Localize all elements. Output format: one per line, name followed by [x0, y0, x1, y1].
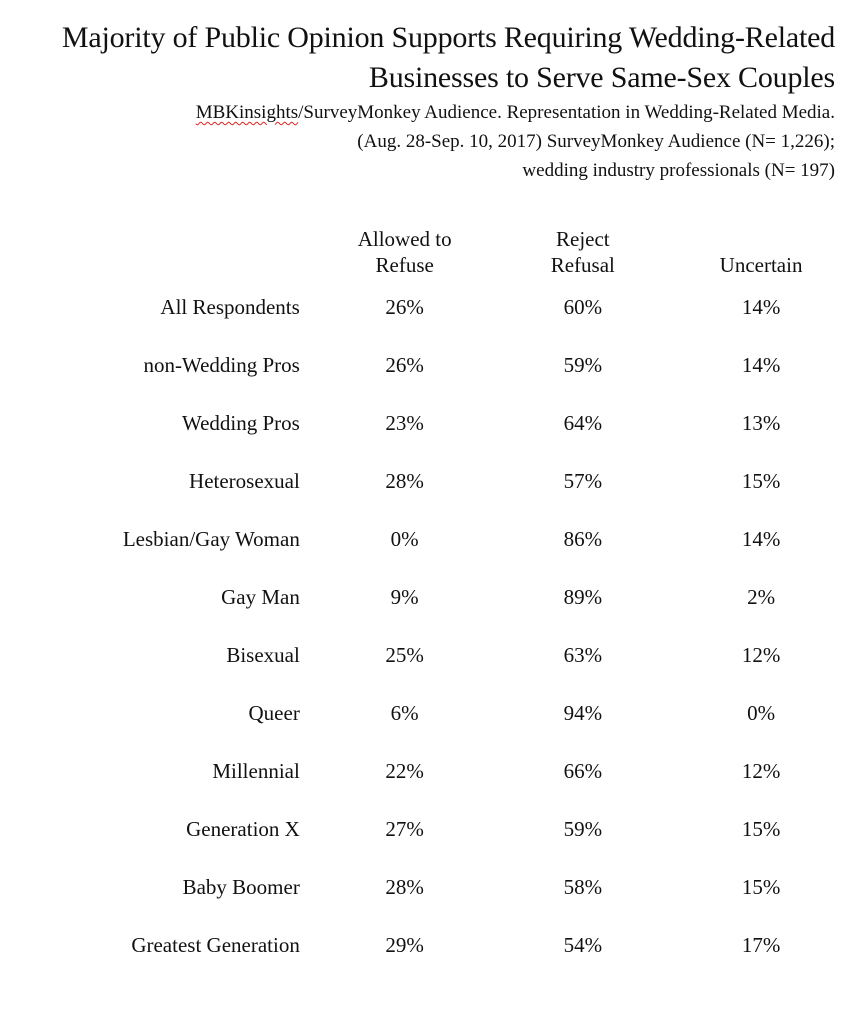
cell-uncertain: 15%	[741, 468, 781, 493]
cell-reject: 94%	[563, 700, 603, 725]
cell-uncertain: 12%	[741, 642, 781, 667]
title-line-1: Majority of Public Opinion Supports Requiring Wedding-Related	[61, 21, 835, 54]
source-line-1-rest: /SurveyMonkey Audience. Representation in Wedding-Related Media.	[298, 102, 835, 123]
cell-allowed: 9%	[390, 584, 419, 609]
table-row	[60, 916, 866, 974]
table-row	[60, 742, 866, 800]
row-group-label: Greatest Generation	[131, 932, 300, 957]
cell-reject: 58%	[563, 874, 603, 899]
cell-reject: 57%	[563, 468, 603, 493]
header-uncertain-label: Uncertain	[719, 253, 803, 277]
cell-uncertain: 13%	[741, 410, 781, 435]
cell-allowed: 28%	[385, 874, 424, 899]
table-row	[60, 394, 866, 452]
header-allowed-line-1: Allowed to	[357, 227, 452, 251]
cell-uncertain: 15%	[741, 874, 781, 899]
row-group-label: Gay Man	[221, 584, 300, 609]
cell-uncertain: 14%	[741, 294, 781, 319]
table-row	[60, 336, 866, 394]
header-reject-refusal	[510, 218, 657, 278]
cell-reject: 86%	[563, 526, 603, 551]
cell-allowed: 25%	[385, 642, 424, 667]
cell-reject: 89%	[563, 584, 603, 609]
cell-allowed: 23%	[385, 410, 424, 435]
cell-uncertain: 15%	[741, 816, 781, 841]
row-group-label: Queer	[248, 700, 300, 725]
cell-uncertain: 17%	[741, 932, 781, 957]
row-group-label: Bisexual	[226, 642, 300, 667]
cell-uncertain: 0%	[747, 700, 776, 725]
row-group-label: Baby Boomer	[182, 874, 300, 899]
spellcheck-flagged-word: MBKinsights	[195, 102, 299, 123]
title-line-2: Businesses to Serve Same-Sex Couples	[368, 61, 835, 94]
source-line-1	[20, 98, 835, 127]
cell-allowed: 29%	[385, 932, 424, 957]
cell-uncertain: 12%	[741, 758, 781, 783]
page-title	[20, 18, 835, 98]
cell-reject: 54%	[563, 932, 603, 957]
row-group-label: Wedding Pros	[181, 410, 300, 435]
cell-reject: 63%	[563, 642, 603, 667]
row-group-label: non-Wedding Pros	[143, 352, 300, 377]
cell-allowed: 26%	[385, 294, 424, 319]
cell-allowed: 28%	[385, 468, 424, 493]
header-uncertain	[656, 218, 866, 278]
survey-results-table	[60, 218, 866, 974]
table-row	[60, 858, 866, 916]
row-group-label: All Respondents	[160, 294, 300, 319]
table-row	[60, 684, 866, 742]
cell-reject: 64%	[563, 410, 603, 435]
header-reject-line-1: Reject	[556, 227, 610, 251]
source-note	[20, 98, 835, 185]
cell-uncertain: 14%	[741, 526, 781, 551]
row-group-label: Millennial	[212, 758, 300, 783]
cell-allowed: 0%	[390, 526, 419, 551]
source-line-2: (Aug. 28-Sep. 10, 2017) SurveyMonkey Audience (N= 1,226);	[357, 131, 835, 152]
cell-allowed: 27%	[385, 816, 424, 841]
row-group-label: Lesbian/Gay Woman	[122, 526, 300, 551]
table-row	[60, 510, 866, 568]
header-reject-line-2: Refusal	[550, 253, 615, 277]
table-row	[60, 800, 866, 858]
cell-allowed: 6%	[390, 700, 419, 725]
table-header-row	[60, 218, 866, 278]
cell-uncertain: 2%	[747, 584, 776, 609]
table-row	[60, 278, 866, 336]
cell-reject: 59%	[563, 352, 603, 377]
cell-allowed: 22%	[385, 758, 424, 783]
header-allowed-to-refuse	[300, 218, 510, 278]
header-group-empty	[60, 218, 300, 278]
cell-reject: 60%	[563, 294, 603, 319]
source-line-3: wedding industry professionals (N= 197)	[522, 160, 835, 181]
table-row	[60, 452, 866, 510]
header-allowed-line-2: Refuse	[375, 253, 434, 277]
cell-allowed: 26%	[385, 352, 424, 377]
table-row	[60, 626, 866, 684]
cell-reject: 66%	[563, 758, 603, 783]
row-group-label: Generation X	[186, 816, 300, 841]
cell-reject: 59%	[563, 816, 603, 841]
cell-uncertain: 14%	[741, 352, 781, 377]
row-group-label: Heterosexual	[189, 468, 300, 493]
table-row	[60, 568, 866, 626]
